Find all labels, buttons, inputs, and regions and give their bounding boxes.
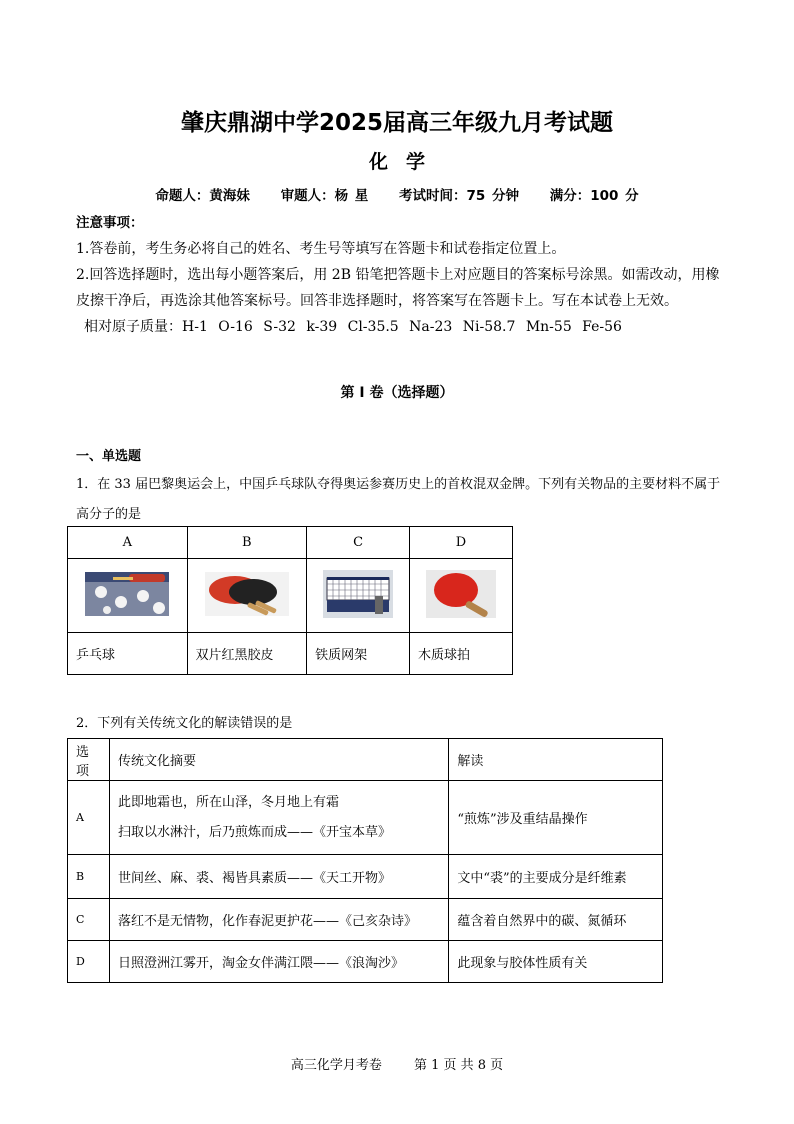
- option-label: 乒乓球: [68, 633, 188, 675]
- exam-title: 肇庆鼎湖中学2025届高三年级九月考试题: [180, 110, 613, 136]
- atomic-mass-line: 相对原子质量：H-1 O-16 S-32 k-39 Cl-35.5 Na-23 Ni-58.7 Mn-55 Fe-56: [84, 319, 622, 335]
- question-1-options-table: [67, 526, 513, 675]
- option-letter: D: [410, 527, 513, 559]
- table-row: [68, 781, 663, 855]
- notes-heading: 注意事项：: [76, 215, 144, 231]
- option-letter: C: [307, 527, 410, 559]
- excerpt-line: 扫取以水淋汁，后乃煎炼而成——《开宝本草》: [117, 824, 391, 840]
- question-2-table: [67, 738, 663, 983]
- ping-pong-balls-icon: [85, 572, 169, 616]
- option-label: 木质球拍: [410, 633, 513, 675]
- table-row: [68, 899, 663, 941]
- setter: 命题人：黄海妹: [155, 188, 250, 204]
- page-number: 第 1 页 共 8 页: [413, 1058, 504, 1073]
- table-header: 选项: [68, 739, 110, 781]
- part-title: 一、单选题: [76, 449, 142, 464]
- option-cell: C: [68, 899, 110, 941]
- excerpt-line: 日照澄洲江雾开，淘金女伴满江隈——《浪淘沙》: [109, 941, 448, 983]
- table-header: 解读: [449, 739, 663, 781]
- option-letter: B: [187, 527, 307, 559]
- notes-block: [76, 210, 726, 340]
- option-letter: A: [68, 527, 188, 559]
- option-cell: D: [68, 941, 110, 983]
- footer-name: 高三化学月考卷: [290, 1058, 382, 1073]
- option-cell: A: [68, 781, 110, 855]
- table-header: 传统文化摘要: [109, 739, 448, 781]
- interpretation-cell: 蕴含着自然界中的碳、氮循环: [449, 899, 663, 941]
- note-item: 1.答卷前，考生务必将自己的姓名、考生号等填写在答题卡和试卷指定位置上。: [76, 241, 566, 257]
- table-row: [68, 855, 663, 899]
- table-row: [68, 941, 663, 983]
- option-label: 双片红黑胶皮: [187, 633, 307, 675]
- question-2-text: 2．下列有关传统文化的解读错误的是: [76, 716, 293, 731]
- option-label: 铁质网架: [307, 633, 410, 675]
- reviewer: 审题人：杨 星: [280, 188, 369, 204]
- excerpt-line: 落红不是无情物，化作春泥更护花——《己亥杂诗》: [109, 899, 448, 941]
- duration: 考试时间：75 分钟: [399, 188, 519, 204]
- option-cell: B: [68, 855, 110, 899]
- wooden-paddle-icon: [426, 570, 496, 618]
- question-1-text: 1．在 33 届巴黎奥运会上，中国乒乓球队夺得奥运参赛历史上的首枚混双金牌。下列有关物品的主要材料不属于高分子的是: [76, 477, 721, 522]
- interpretation-cell: 文中“裘”的主要成分是纤维素: [449, 855, 663, 899]
- note-item: 2.回答选择题时，选出每小题答案后，用 2B 铅笔把答题卡上对应题目的答案标号涂黑。如需改动，用橡皮擦干净后，再选涂其他答案标号。回答非选择题时，将答案写在答题卡上。写在本试卷上无效。: [76, 267, 720, 309]
- table-net-icon: [323, 570, 393, 618]
- paddle-rubber-icon: [205, 572, 289, 616]
- page-footer: [0, 1054, 794, 1073]
- interpretation-cell: “煎炼”涉及重结晶操作: [449, 781, 663, 855]
- section-title: 第 I 卷（选择题）: [340, 385, 454, 401]
- subject-title: 化学: [368, 151, 443, 173]
- excerpt-line: 此即地霜也，所在山泽，冬月地上有霜: [117, 794, 339, 810]
- interpretation-cell: 此现象与胶体性质有关: [449, 941, 663, 983]
- excerpt-line: 世间丝、麻、裘、褐皆具素质——《天工开物》: [109, 855, 448, 899]
- exam-meta: [0, 184, 794, 204]
- full-score: 满分：100 分: [549, 188, 639, 204]
